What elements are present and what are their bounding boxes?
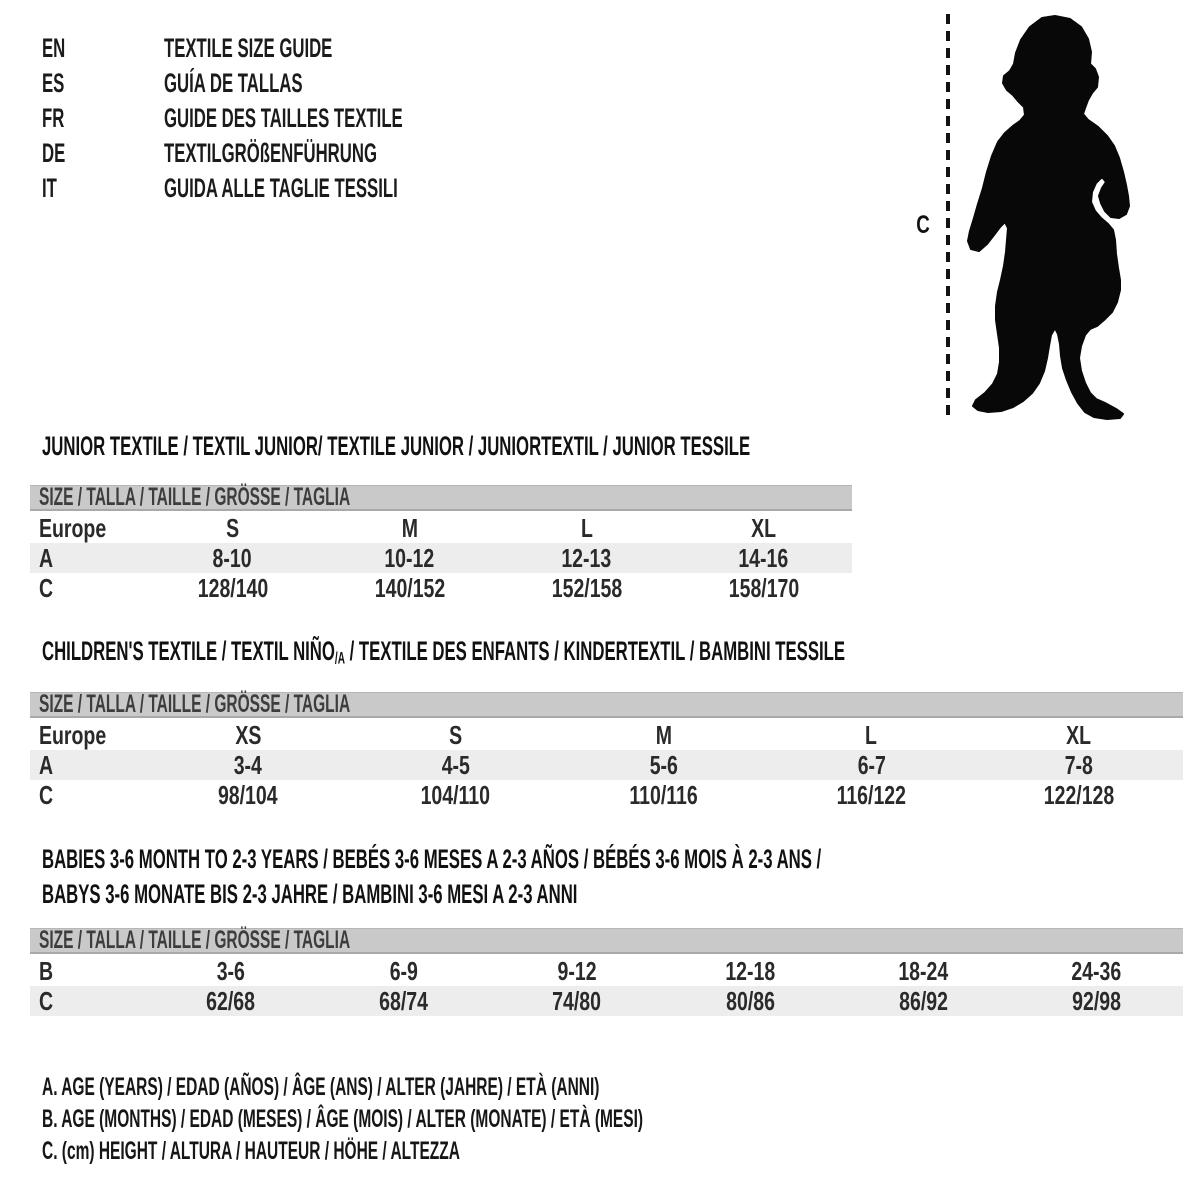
- language-row-de: [42, 135, 508, 171]
- table-row-europe: [30, 720, 1183, 750]
- months-cell: 6-9: [389, 955, 418, 986]
- size-cell: L: [865, 719, 878, 750]
- size-header-bar: [30, 928, 1183, 954]
- height-cell: 80/86: [725, 985, 775, 1016]
- row-label: A: [39, 749, 54, 780]
- language-row-es: [42, 65, 388, 101]
- junior-section-title: [42, 430, 1184, 461]
- months-cell: 3-6: [216, 955, 245, 986]
- children-title-post: / TEXTILE DES ENFANTS / KINDERTEXTIL / BAMBINI TESSILE: [344, 635, 846, 666]
- age-cell: 8-10: [212, 542, 253, 573]
- height-cell: 128/140: [197, 572, 268, 603]
- height-measure-letter: C: [916, 210, 930, 239]
- months-cell: 9-12: [557, 955, 597, 986]
- legend-height-cm: [42, 1138, 716, 1164]
- size-cell: XS: [234, 719, 261, 750]
- height-cell: 92/98: [1072, 985, 1121, 1016]
- children-title-sub: /A: [334, 649, 345, 668]
- children-title-pre: CHILDREN'S TEXTILE / TEXTIL NIÑO: [42, 635, 335, 666]
- size-cell: M: [401, 512, 418, 543]
- language-code: IT: [42, 172, 57, 203]
- table-row-europe: [30, 513, 852, 543]
- guide-title-it: GUIDA ALLE TAGLIE TESSILI: [164, 172, 398, 203]
- size-header-text: SIZE / TALLA / TAILLE / GRÖSSE / TAGLIA: [39, 926, 351, 954]
- babies-section-title-line2: [42, 878, 906, 909]
- size-header-text: SIZE / TALLA / TAILLE / GRÖSSE / TAGLIA: [39, 483, 351, 511]
- language-code: ES: [42, 67, 65, 98]
- legend-b-text: B. AGE (MONTHS) / EDAD (MESES) / ÂGE (MOIS) / ALTER (MONATE) / ETÀ (MESI): [42, 1104, 644, 1133]
- language-row-it: [42, 170, 541, 206]
- babies-size-table: [30, 928, 1183, 1016]
- age-cell: 10-12: [384, 542, 435, 573]
- height-cell: 152/158: [551, 572, 622, 603]
- size-header-bar: [30, 692, 1183, 718]
- age-cell: 6-7: [857, 749, 886, 780]
- children-size-table: [30, 692, 1183, 810]
- age-cell: 5-6: [649, 749, 678, 780]
- size-header-text: SIZE / TALLA / TAILLE / GRÖSSE / TAGLIA: [39, 690, 351, 718]
- height-cell: 116/122: [836, 779, 906, 810]
- babies-section-title-line1: [42, 843, 1200, 874]
- legend-age-years: [42, 1074, 941, 1100]
- age-cell: 12-13: [561, 542, 612, 573]
- size-cell: S: [449, 719, 463, 750]
- row-label: B: [39, 955, 54, 986]
- guide-title-en: TEXTILE SIZE GUIDE: [164, 32, 333, 63]
- height-cell: 158/170: [728, 572, 799, 603]
- height-dashed-line: [946, 14, 950, 418]
- size-cell: S: [225, 512, 240, 543]
- size-header-bar: [30, 485, 852, 511]
- table-row-age: [30, 543, 852, 573]
- legend-age-months: [42, 1106, 1011, 1132]
- guide-title-fr: GUIDE DES TAILLES TEXTILE: [164, 102, 403, 133]
- size-cell: XL: [1066, 719, 1092, 750]
- language-row-en: [42, 30, 436, 66]
- row-label: Europe: [39, 512, 107, 543]
- size-cell: XL: [751, 512, 776, 543]
- language-code: DE: [42, 137, 66, 168]
- height-cell: 104/110: [420, 779, 491, 810]
- height-measure-label: [906, 212, 940, 238]
- age-cell: 14-16: [738, 542, 789, 573]
- junior-size-table: [30, 485, 852, 603]
- height-cell: 98/104: [218, 779, 278, 810]
- row-label: C: [39, 779, 54, 810]
- height-cell: 62/68: [206, 985, 255, 1016]
- table-row-height: [30, 986, 1183, 1016]
- guide-title-es: GUÍA DE TALLAS: [164, 67, 303, 98]
- row-label: C: [39, 985, 54, 1016]
- children-title-text: [42, 636, 845, 669]
- months-cell: 12-18: [725, 955, 776, 986]
- legend-a-text: A. AGE (YEARS) / EDAD (AÑOS) / ÂGE (ANS) / ALTER (JAHRE) / ETÀ (ANNI): [42, 1072, 600, 1101]
- height-cell: 86/92: [898, 985, 948, 1016]
- legend-c-text: C. (cm) HEIGHT / ALTURA / HAUTEUR / HÖHE / ALTEZZA: [42, 1136, 460, 1165]
- table-row-height: [30, 780, 1183, 810]
- language-code: EN: [42, 32, 66, 63]
- age-cell: 7-8: [1064, 749, 1094, 780]
- baby-silhouette-icon: [958, 10, 1150, 422]
- height-cell: 140/152: [374, 572, 445, 603]
- babies-title-text-line2: BABYS 3-6 MONATE BIS 2-3 JAHRE / BAMBINI 3-6 MESI A 2-3 ANNI: [42, 878, 578, 909]
- age-cell: 4-5: [441, 749, 470, 780]
- height-cell: 110/116: [629, 779, 698, 810]
- row-label: C: [39, 572, 54, 603]
- babies-title-text-line1: BABIES 3-6 MONTH TO 2-3 YEARS / BEBÉS 3-6 MESES A 2-3 AÑOS / BÉBÉS 3-6 MOIS À 2-3 ANS /: [42, 843, 822, 874]
- language-code: FR: [42, 102, 65, 133]
- months-cell: 24-36: [1071, 955, 1122, 986]
- row-label: A: [39, 542, 54, 573]
- row-label: Europe: [39, 719, 107, 750]
- height-cell: 74/80: [552, 985, 602, 1016]
- size-cell: L: [580, 512, 593, 543]
- months-cell: 18-24: [898, 955, 949, 986]
- junior-title-text: JUNIOR TEXTILE / TEXTIL JUNIOR/ TEXTILE JUNIOR / JUNIORTEXTIL / JUNIOR TESSILE: [42, 430, 751, 461]
- size-cell: M: [655, 719, 672, 750]
- guide-title-de: TEXTILGRÖßENFÜHRUNG: [164, 137, 377, 168]
- language-row-fr: [42, 100, 549, 136]
- age-cell: 3-4: [233, 749, 262, 780]
- table-row-height: [30, 573, 852, 603]
- table-row-months: [30, 956, 1183, 986]
- table-row-age: [30, 750, 1183, 780]
- height-cell: 122/128: [1043, 779, 1115, 810]
- children-section-title: [42, 635, 1200, 668]
- height-cell: 68/74: [379, 985, 429, 1016]
